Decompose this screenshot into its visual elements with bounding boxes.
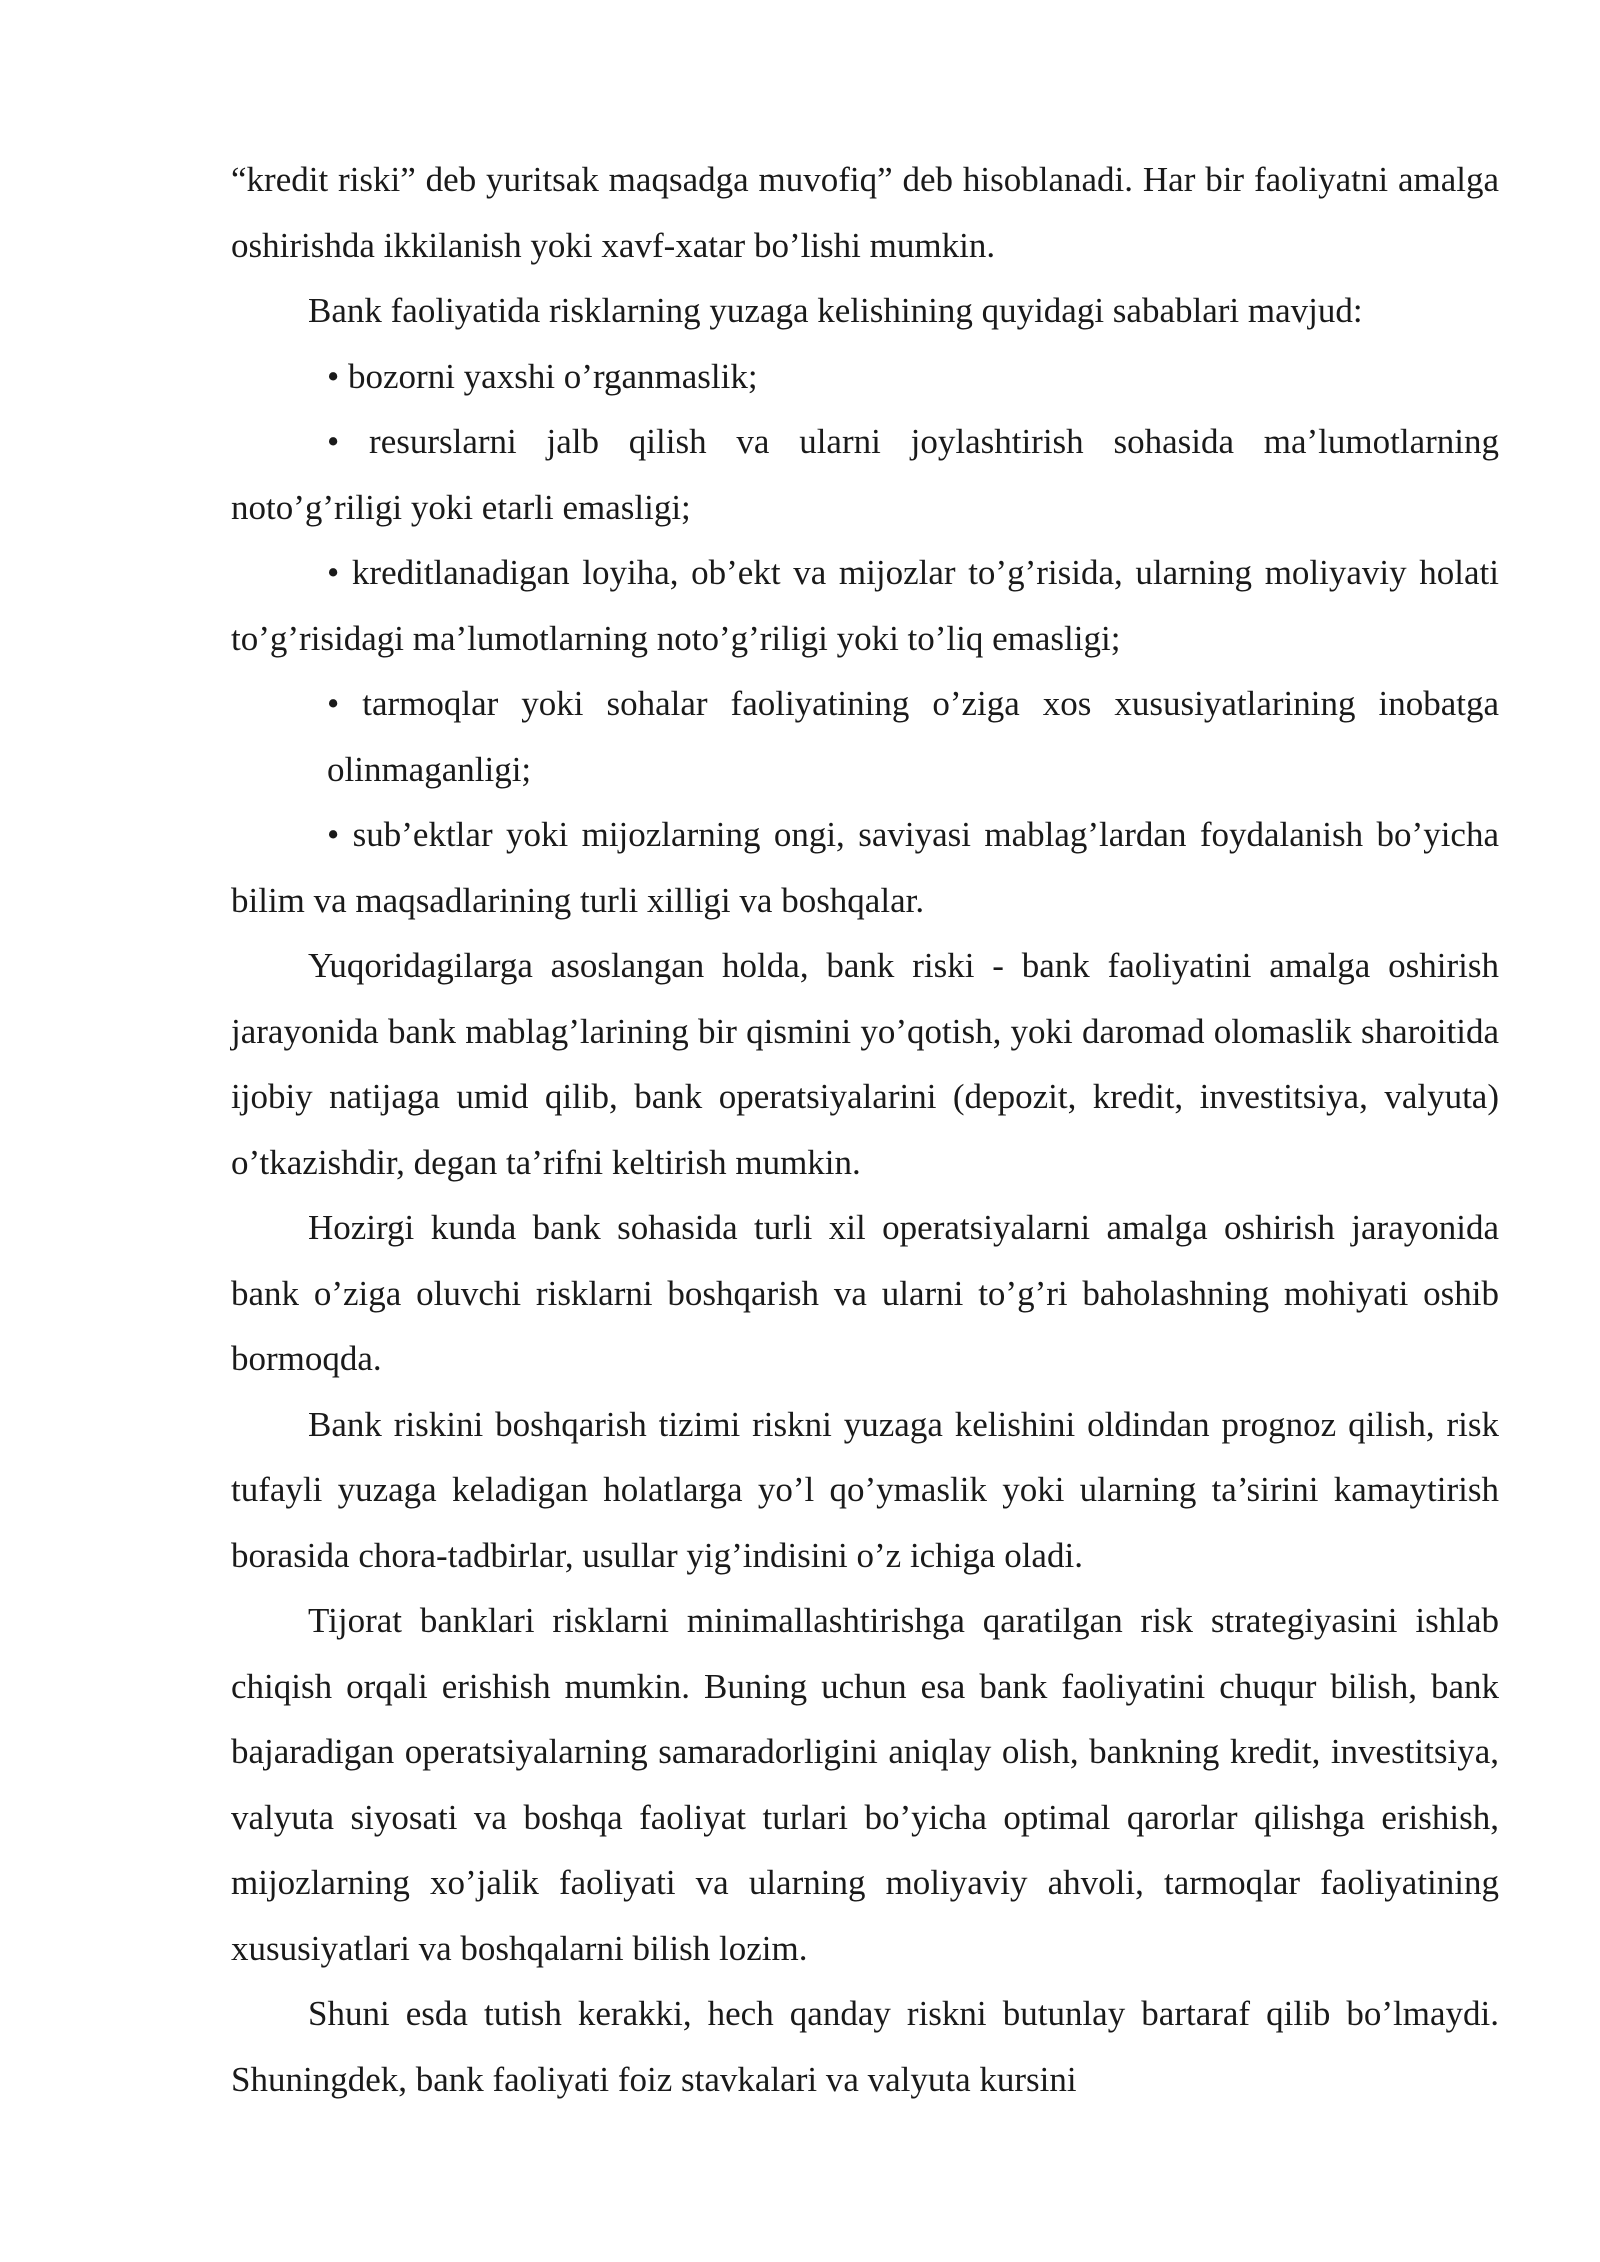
paragraph-boshqarish-tizimi: Bank riskini boshqarish tizimi riskni yuzaga kelishini oldindan prognoz qilish, risk tufayli yuzaga keladigan holatlarga yo’l qo’ymaslik yoki ularning ta’sirini kamaytirish borasida chora-tadbirlar, usullar yig’indisini o’z ichiga oladi.	[231, 1404, 1499, 1575]
paragraph-kredit-riski: “kredit riski” deb yuritsak maqsadga muvofiq” deb hisoblanadi. Har bir faoliyatni amalga oshirishda ikkilanish yoki xavf-xatar bo’lishi mumkin.	[231, 160, 1499, 265]
paragraph-bank-riski-tarifi: Yuqoridagilarga asoslangan holda, bank riski - bank faoliyatini amalga oshirish jarayonida bank mablag’larining bir qismini yo’qotish, yoki daromad olomaslik sharoitida ijobiy natijaga umid qilib, bank operatsiyalarini (depozit, kredit, investitsiya, valyuta) o’tkazishdir, degan ta’rifni keltirish mumkin.	[231, 946, 1499, 1182]
bullet-subektlar: • sub’ektlar yoki mijozlarning ongi, saviyasi mablag’lardan foydalanish bo’yicha bilim va maqsadlarining turli xilligi va boshqalar.	[231, 815, 1499, 920]
paragraph-shuni-esda: Shuni esda tutish kerakki, hech qanday riskni butunlay bartaraf qilib bo’lmaydi. Shuningdek, bank faoliyati foiz stavkalari va valyuta kursini	[231, 1994, 1499, 2099]
paragraph-sabablar-intro: Bank faoliyatida risklarning yuzaga kelishining quyidagi sabablari mavjud:	[308, 291, 1363, 330]
paragraph-hozirgi-kunda: Hozirgi kunda bank sohasida turli xil operatsiyalarni amalga oshirish jarayonida bank o’ziga oluvchi risklarni boshqarish va ularni to’g’ri baholashning mohiyati oshib bormoqda.	[231, 1208, 1499, 1378]
document-page	[231, 147, 1499, 2112]
bullet-bozor: • bozorni yaxshi o’rganmaslik;	[327, 356, 758, 396]
bullet-tarmoqlar: • tarmoqlar yoki sohalar faoliyatining o’ziga xos xususiyatlarining inobatga olinmaganligi;	[327, 684, 1499, 789]
bullet-resurslar: • resurslarni jalb qilish va ularni joylashtirish sohasida ma’lumotlarning noto’g’riligi yoki etarli emasligi;	[231, 422, 1499, 527]
bullet-kreditlanadigan: • kreditlanadigan loyiha, ob’ekt va mijozlar to’g’risida, ularning moliyaviy holati to’g’risidagi ma’lumotlarning noto’g’riligi yoki to’liq emasligi;	[231, 553, 1499, 658]
paragraph-tijorat-banklari: Tijorat banklari risklarni minimallashtirishga qaratilgan risk strategiyasini ishlab chiqish orqali erishish mumkin. Buning uchun esa bank faoliyatini chuqur bilish, bank bajaradigan operatsiyalarning samaradorligini aniqlay olish, bankning kredit, investitsiya, valyuta siyosati va boshqa faoliyat turlari bo’yicha optimal qarorlar qilishga erishish, mijozlarning xo’jalik faoliyati va ularning moliyaviy ahvoli, tarmoqlar faoliyatining xususiyatlari va boshqalarni bilish lozim.	[231, 1601, 1499, 1968]
